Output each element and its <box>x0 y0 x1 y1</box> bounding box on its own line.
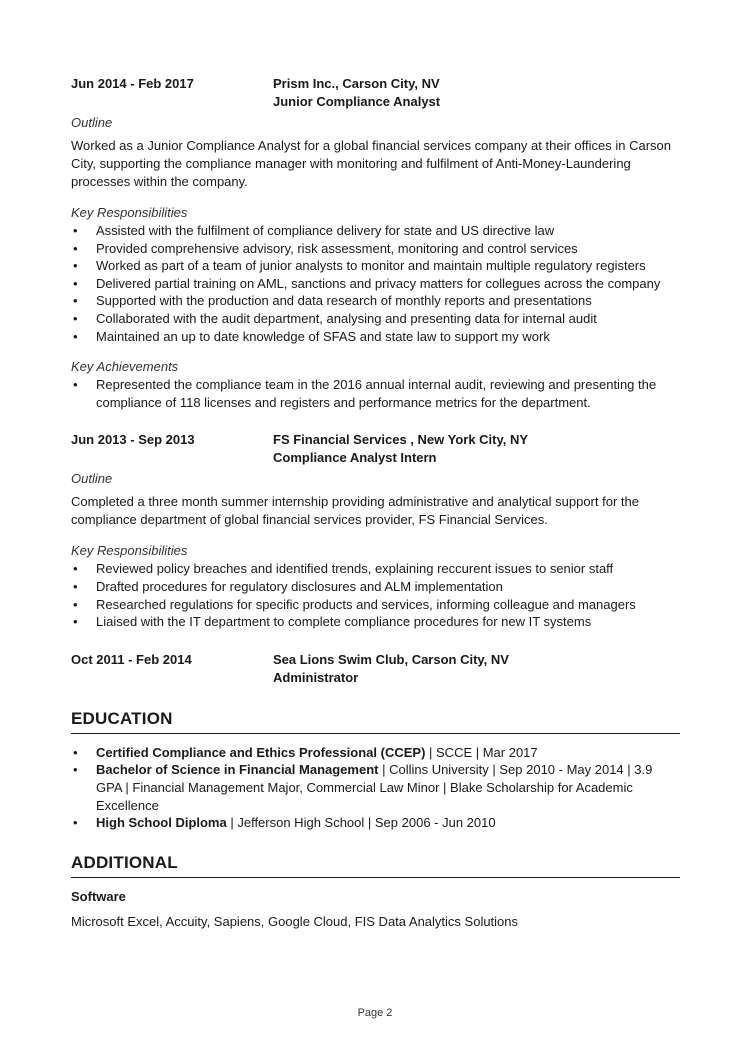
additional-heading: ADDITIONAL <box>71 852 680 878</box>
education-details: | Jefferson High School | Sep 2006 - Jun 2010 <box>226 815 496 831</box>
responsibilities-list <box>71 560 680 630</box>
education-item <box>71 814 680 832</box>
education-title: High School Diploma <box>96 815 227 831</box>
job-employer: Prism Inc., Carson City, NV <box>273 76 440 91</box>
job-employer: Sea Lions Swim Club, Carson City, NV <box>273 651 509 667</box>
job-header <box>71 431 680 467</box>
job-org <box>273 431 680 467</box>
job-org <box>273 75 680 111</box>
job-org <box>273 651 680 687</box>
software-list: Microsoft Excel, Accuity, Sapiens, Google Cloud, FIS Data Analytics Solutions <box>71 913 519 929</box>
list-item: • Reviewed policy breaches and identified trends, explaining reccurent issues to senior staff <box>71 560 680 578</box>
list-item: • Researched regulations for specific products and services, informing colleague and managers <box>71 596 680 614</box>
list-item: • Represented the compliance team in the 2016 annual internal audit, reviewing and presenting the compliance of 118 licenses and registers and performance metrics for the department. <box>71 376 680 411</box>
job-role: Junior Compliance Analyst <box>273 94 441 109</box>
education-item <box>71 761 680 814</box>
list-item: • Supported with the production and data research of monthly reports and presentations <box>71 292 680 310</box>
list-item: • Drafted procedures for regulatory disclosures and ALM implementation <box>71 578 680 596</box>
achievements-list <box>71 376 680 411</box>
achievements-label: Key Achievements <box>71 359 179 375</box>
list-item: • Liaised with the IT department to complete compliance procedures for new IT systems <box>71 613 680 631</box>
job-dates: Oct 2011 - Feb 2014 <box>71 651 192 667</box>
outline-label: Outline <box>71 471 113 487</box>
responsibilities-label: Key Responsibilities <box>71 205 188 220</box>
education-list <box>71 744 680 832</box>
job-header <box>71 75 680 111</box>
job-employer: FS Financial Services , New York City, NY <box>273 432 529 448</box>
education-details: | Collins University | Sep 2010 - May 2014 | 3.9 GPA | Financial Management Major, Commercial Law Minor | Blake Scholarship for Academic Excellence <box>96 762 653 813</box>
job-role: Administrator <box>273 669 359 685</box>
job-role: Compliance Analyst Intern <box>273 450 437 466</box>
education-item <box>71 744 680 762</box>
page-number: Page 2 <box>357 1007 393 1019</box>
list-item: • Worked as part of a team of junior analysts to monitor and maintain multiple regulatory registers <box>71 257 680 275</box>
resume-content <box>71 75 680 931</box>
list-item: • Collaborated with the audit department, analysing and presenting data for internal audit <box>71 310 680 328</box>
list-item: • Maintained an up to date knowledge of SFAS and state law to support my work <box>71 328 680 346</box>
job-outline: Worked as a Junior Compliance Analyst for a global financial services company at their offices in Carson City, supporting the compliance manager with monitoring and fulfilment of Anti-Money-Laundering processes within the company. <box>71 138 671 189</box>
outline-label: Outline <box>71 115 113 130</box>
job-dates: Jun 2013 - Sep 2013 <box>71 432 195 448</box>
list-item: • Assisted with the fulfilment of compliance delivery for state and US directive law <box>71 222 680 240</box>
education-title: Certified Compliance and Ethics Professional (CCEP) <box>96 744 426 760</box>
education-heading: EDUCATION <box>71 708 680 734</box>
job-outline: Completed a three month summer internship providing administrative and analytical support for the compliance department of global financial services provider, FS Financial Services. <box>71 494 639 528</box>
job-header <box>71 651 680 687</box>
list-item: • Delivered partial training on AML, sanctions and privacy matters for collegues across the company <box>71 275 680 293</box>
education-title: Bachelor of Science in Financial Management <box>96 762 379 778</box>
job-dates: Jun 2014 - Feb 2017 <box>71 76 194 91</box>
software-label: Software <box>71 888 126 904</box>
responsibilities-list <box>71 222 680 345</box>
list-item: • Provided comprehensive advisory, risk assessment, monitoring and control services <box>71 240 680 258</box>
responsibilities-label: Key Responsibilities <box>71 543 188 559</box>
education-details: | SCCE | Mar 2017 <box>425 744 538 760</box>
